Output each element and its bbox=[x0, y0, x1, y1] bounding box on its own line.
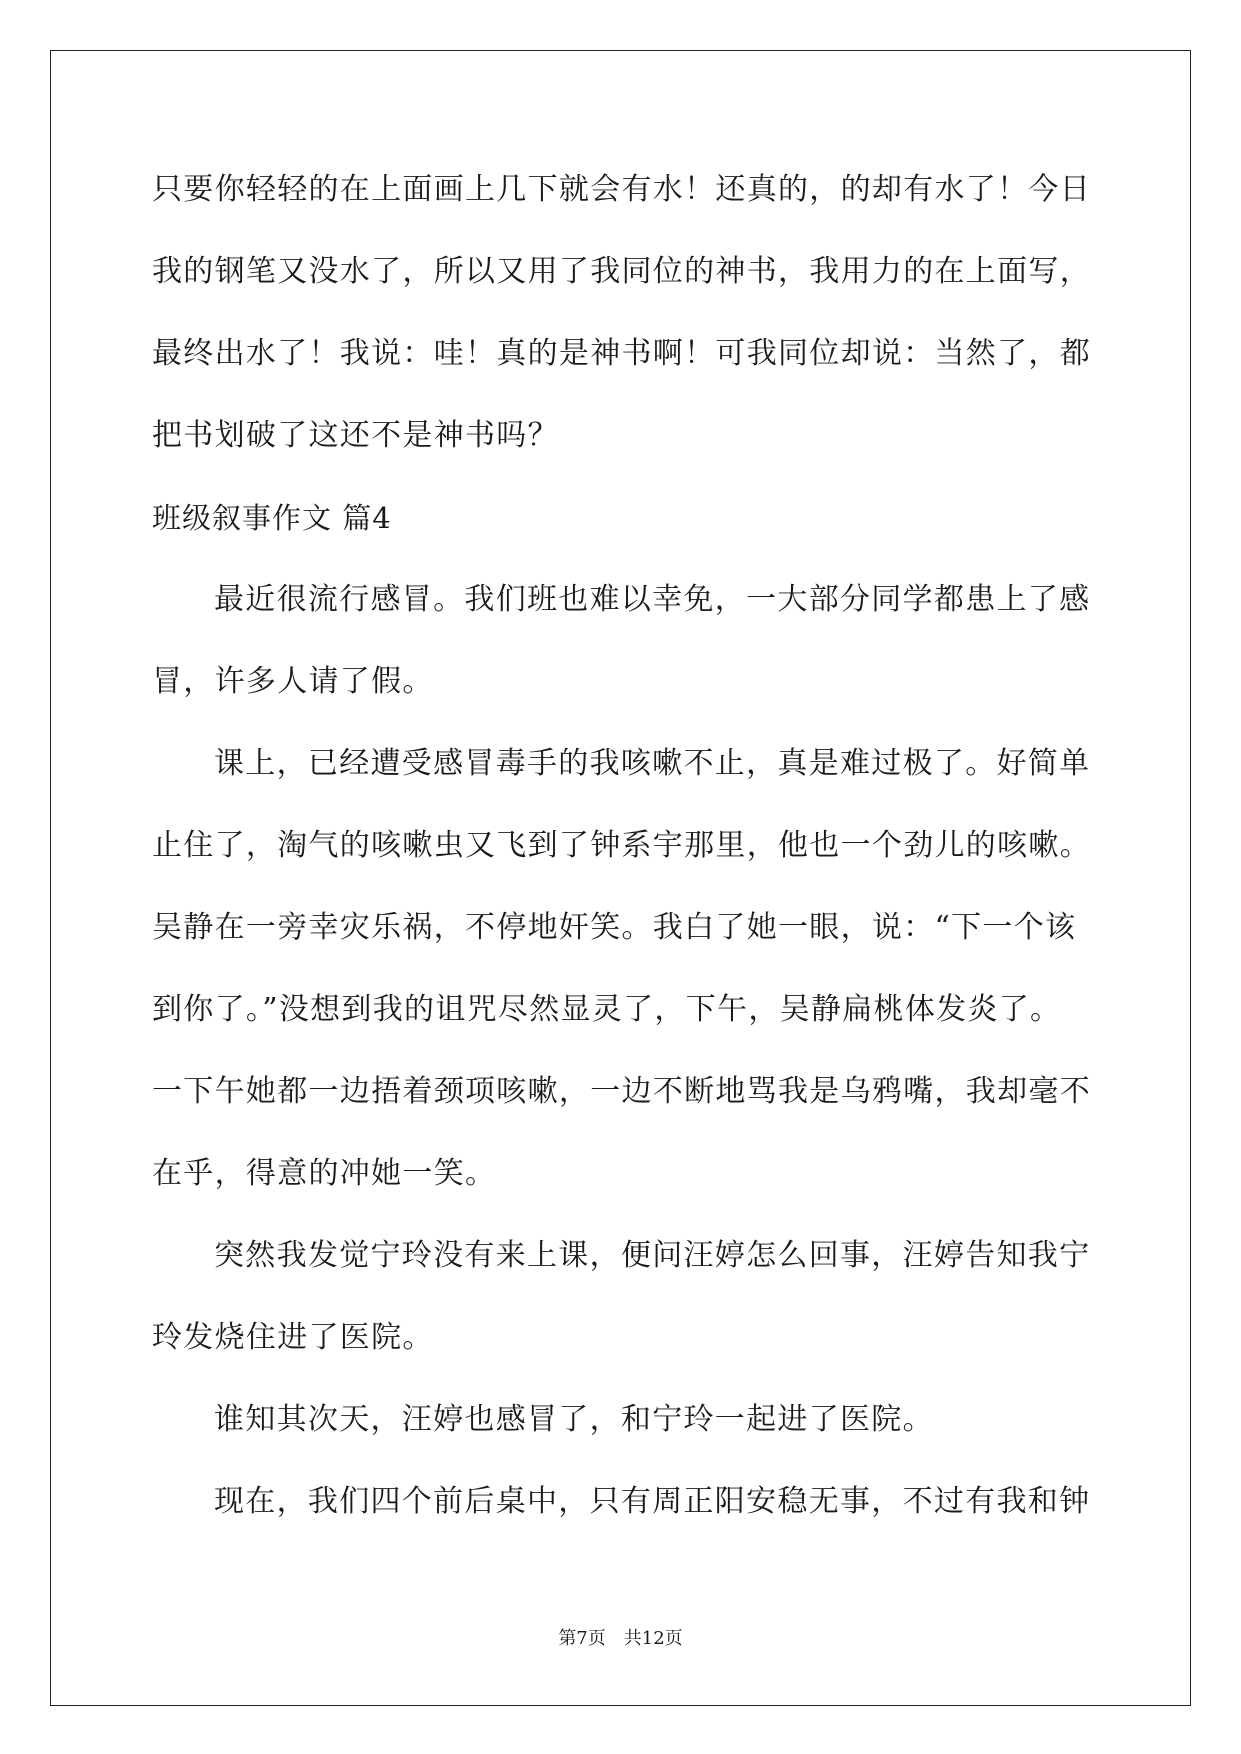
paragraph-continued bbox=[152, 149, 1112, 477]
text-line: 止住了，淘气的咳嗽虫又飞到了钟系宇那里，他也一个劲儿的咳嗽。 bbox=[152, 828, 1091, 863]
document-body bbox=[152, 149, 1112, 1543]
text-line: 我的钢笔又没水了，所以又用了我同位的神书，我用力的在上面写， bbox=[152, 254, 1091, 289]
section-heading: 班级叙事作文 篇4 bbox=[152, 501, 392, 535]
text-line: 在乎，得意的冲她一笑。 bbox=[152, 1156, 497, 1191]
text-line: 玲发烧住进了医院。 bbox=[152, 1320, 434, 1355]
page-number: 第7页 bbox=[558, 1628, 606, 1649]
paragraph bbox=[152, 1379, 1112, 1461]
text-line: 现在，我们四个前后桌中，只有周正阳安稳无事，不过有我和钟 bbox=[214, 1484, 1091, 1519]
paragraph bbox=[152, 723, 1112, 1215]
text-line: 最近很流行感冒。我们班也难以幸免，一大部分同学都患上了感 bbox=[214, 582, 1091, 617]
page-footer bbox=[0, 1626, 1241, 1652]
text-line: 只要你轻轻的在上面画上几下就会有水！还真的，的却有水了！今日 bbox=[152, 172, 1091, 207]
paragraph bbox=[152, 559, 1112, 723]
text-line: 谁知其次天，汪婷也感冒了，和宁玲一起进了医院。 bbox=[214, 1402, 934, 1437]
text-line: 到你了。”没想到我的诅咒尽然显灵了，下午，吴静扁桃体发炎了。 bbox=[152, 992, 1062, 1027]
paragraph bbox=[152, 1215, 1112, 1379]
text-line: 一下午她都一边捂着颈项咳嗽，一边不断地骂我是乌鸦嘴，我却毫不 bbox=[152, 1074, 1091, 1109]
text-line: 课上，已经遭受感冒毒手的我咳嗽不止，真是难过极了。好简单 bbox=[214, 746, 1091, 781]
text-line: 最终出水了！我说：哇！真的是神书啊！可我同位却说：当然了，都 bbox=[152, 336, 1091, 371]
text-line: 把书划破了这还不是神书吗？ bbox=[152, 418, 559, 453]
text-line: 突然我发觉宁玲没有来上课，便问汪婷怎么回事，汪婷告知我宁 bbox=[214, 1238, 1091, 1273]
text-line: 吴静在一旁幸灾乐祸，不停地奸笑。我白了她一眼，说：“下一个该 bbox=[152, 910, 1077, 945]
page-total: 共12页 bbox=[623, 1628, 683, 1649]
text-line: 冒，许多人请了假。 bbox=[152, 664, 434, 699]
paragraph bbox=[152, 1461, 1112, 1543]
